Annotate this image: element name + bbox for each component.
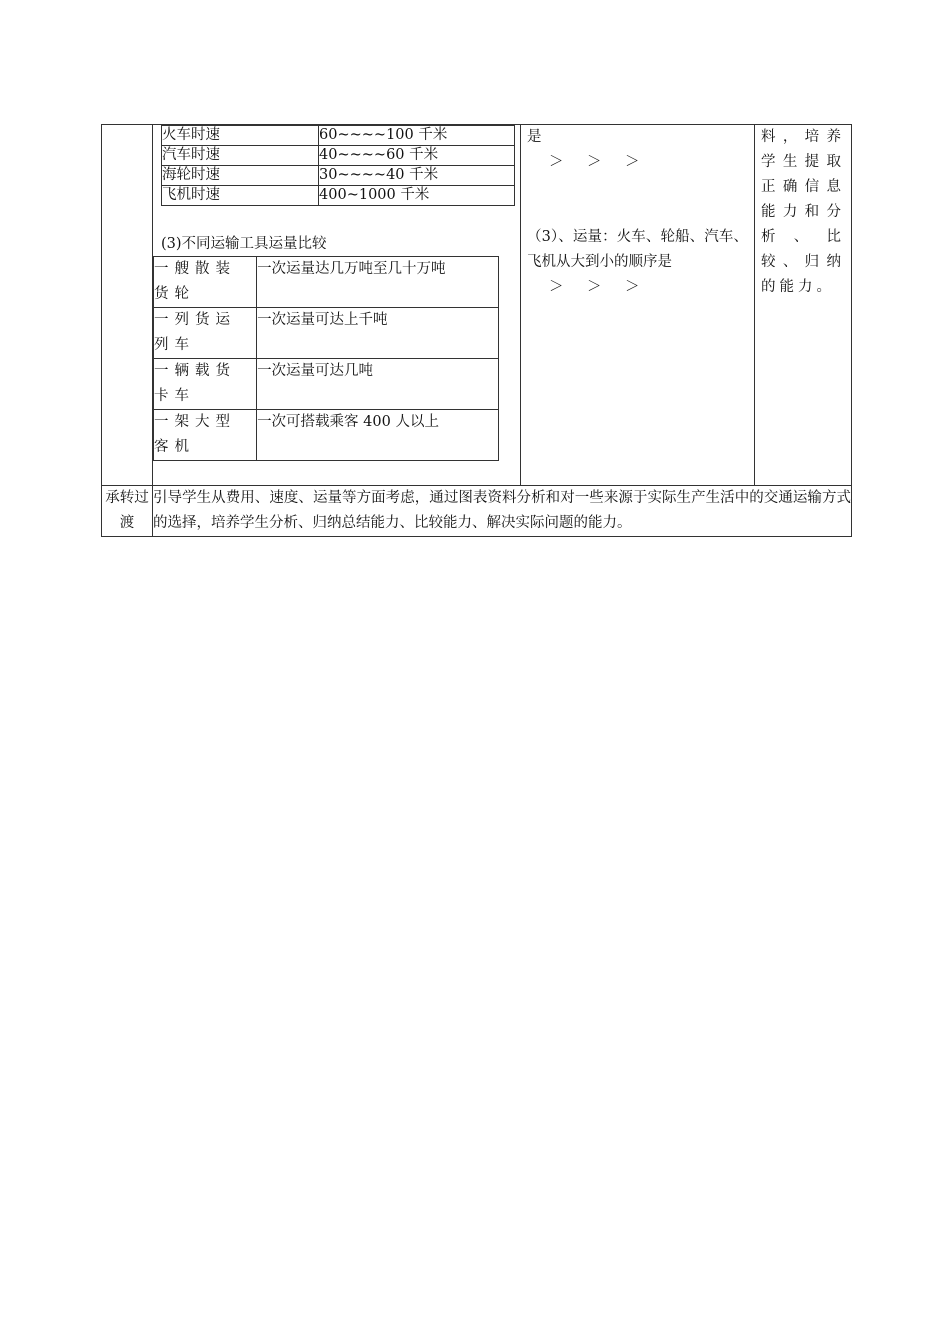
- speed-name: 飞机时速: [162, 186, 319, 206]
- row-label-empty: [102, 125, 153, 486]
- greater-than-sign: ＞: [549, 279, 564, 295]
- greater-than-sign: ＞: [549, 154, 564, 170]
- greater-than-sign: ＞: [625, 279, 640, 295]
- capacity-amount: 一次可搭载乘客 400 人以上: [257, 410, 499, 461]
- teaching-content-cell: [153, 125, 521, 486]
- table-row: [154, 410, 499, 461]
- student-line-1: 是: [527, 129, 542, 145]
- speed-value: 400~1000 千米: [319, 186, 515, 206]
- arrow-sequence-2: [527, 275, 748, 300]
- speed-name: 火车时速: [162, 126, 319, 146]
- lesson-plan-table: [101, 124, 852, 537]
- capacity-table: [153, 256, 499, 461]
- speed-name: 海轮时速: [162, 166, 319, 186]
- capacity-amount: 一次运量可达上千吨: [257, 308, 499, 359]
- capacity-amount: 一次运量达几万吨至几十万吨: [257, 257, 499, 308]
- table-row: [162, 126, 515, 146]
- table-row: [154, 257, 499, 308]
- vehicle-name: 一列货运列车: [154, 308, 257, 359]
- speed-value: 60~~~~100 千米: [319, 126, 515, 146]
- student-q3-text: （3）、运量：火车、轮船、汽车、飞机从大到小的顺序是: [527, 229, 748, 270]
- speed-value: 40~~~~60 千米: [319, 146, 515, 166]
- greater-than-sign: ＞: [587, 154, 602, 170]
- content-row: [102, 125, 852, 486]
- design-intent-cell: [755, 125, 852, 486]
- arrow-sequence-1: [527, 150, 748, 175]
- design-intent-text: 料，培养学生提取正确信息能力和分析、比较、归纳的能力。: [761, 129, 845, 295]
- transition-row: [102, 486, 852, 537]
- vehicle-name: 一辆载货卡车: [154, 359, 257, 410]
- table-row: [154, 308, 499, 359]
- table-row: [162, 166, 515, 186]
- transition-text: 引导学生从费用、速度、运量等方面考虑，通过图表资料分析和对一些来源于实际生产生活中的交通运输方式的选择，培养学生分析、归纳总结能力、比较能力、解决实际问题的能力。: [153, 486, 852, 537]
- table-row: [154, 359, 499, 410]
- speed-value: 30~~~~40 千米: [319, 166, 515, 186]
- vehicle-name: 一架大型客机: [154, 410, 257, 461]
- capacity-amount: 一次运量可达几吨: [257, 359, 499, 410]
- speed-table: [161, 125, 515, 206]
- greater-than-sign: ＞: [587, 279, 602, 295]
- student-activity-cell: [521, 125, 755, 486]
- capacity-title: (3)不同运输工具运量比较: [161, 236, 327, 252]
- table-row: [162, 146, 515, 166]
- vehicle-name: 一艘散装货轮: [154, 257, 257, 308]
- greater-than-sign: ＞: [625, 154, 640, 170]
- table-row: [162, 186, 515, 206]
- transition-label: 承转过渡: [102, 486, 153, 537]
- speed-name: 汽车时速: [162, 146, 319, 166]
